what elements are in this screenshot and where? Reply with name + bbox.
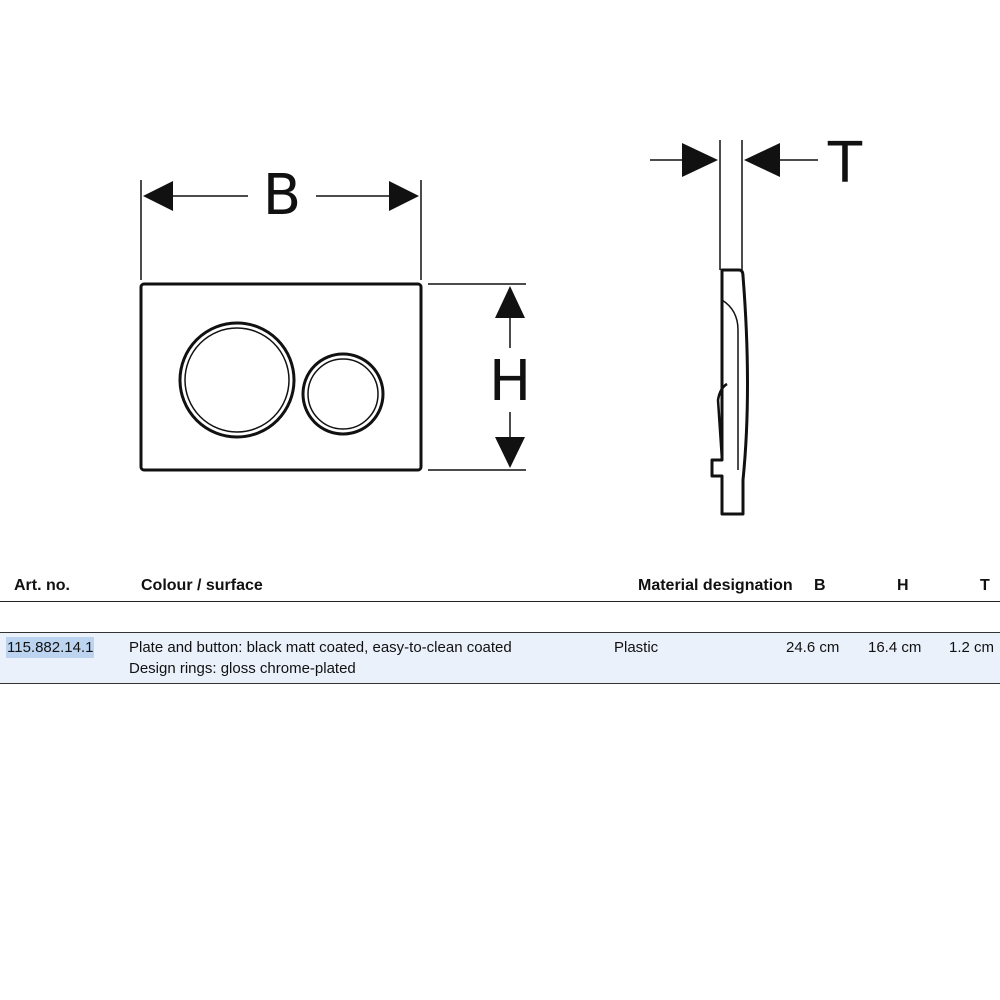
arrow-left-icon	[744, 143, 780, 177]
height-dimension	[428, 284, 531, 470]
art-no-cell[interactable]: 115.882.14.1	[7, 639, 94, 656]
header-b: B	[814, 577, 826, 594]
height-label: H	[488, 349, 532, 414]
header-t: T	[980, 577, 990, 594]
t-cell: 1.2 cm	[949, 639, 995, 656]
thickness-dimension	[650, 131, 863, 270]
arrow-left-icon	[143, 181, 173, 211]
width-dimension	[141, 163, 421, 280]
header-art-no: Art. no.	[14, 577, 70, 594]
header-divider	[0, 601, 1000, 602]
arrow-up-icon	[495, 286, 525, 318]
thickness-label: T	[827, 131, 863, 196]
material-cell: Plastic	[614, 639, 659, 656]
small-button	[308, 359, 378, 429]
b-cell: 24.6 cm	[786, 639, 840, 656]
front-view	[141, 284, 421, 470]
colour-line-1: Plate and button: black matt coated, easy-to-clean coated	[129, 639, 512, 656]
arrow-right-icon	[389, 181, 419, 211]
header-h: H	[897, 577, 909, 594]
header-material: Material designation	[638, 577, 793, 594]
arrow-down-icon	[495, 437, 525, 468]
side-view	[712, 270, 748, 514]
width-label: B	[262, 163, 302, 228]
header-colour: Colour / surface	[141, 577, 263, 594]
arrow-right-icon	[682, 143, 718, 177]
table-row	[0, 632, 1000, 684]
h-cell: 16.4 cm	[868, 639, 922, 656]
large-button	[185, 328, 289, 432]
colour-line-2: Design rings: gloss chrome-plated	[129, 660, 356, 677]
